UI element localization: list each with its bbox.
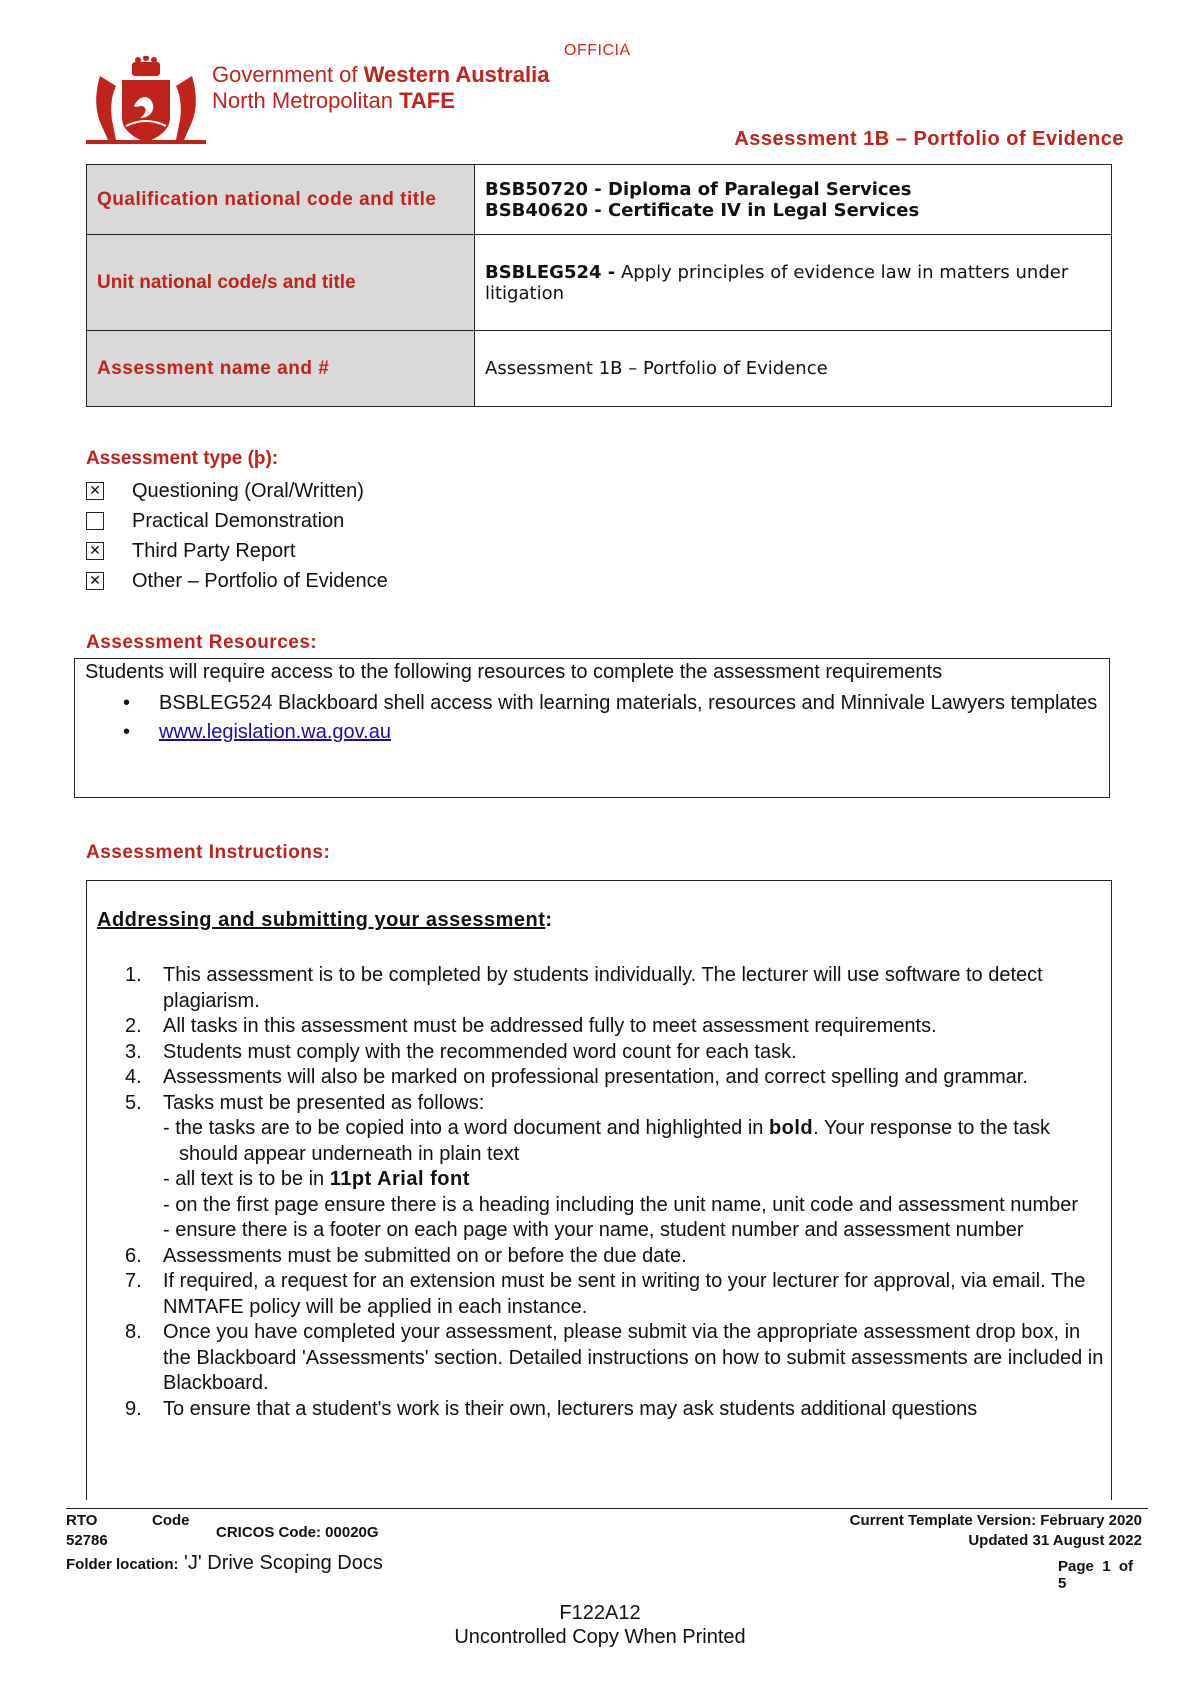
checkbox-empty-icon [86,512,104,530]
qualification-label [87,165,475,235]
instruction-text: Assessments must be submitted on or before the due date. [163,1244,687,1267]
rto-number: 52786 [66,1532,108,1549]
instructions-list [107,963,1107,1422]
uncontrolled-notice: Uncontrolled Copy When Printed [454,1626,746,1648]
list-item: 7. If required, a request for an extension must be sent in writing to your lecturer for approval, via email. The NMTAFE policy will be applied in each instance. [125,1270,1086,1318]
type-label: Questioning (Oral/Written) [132,480,364,502]
unit-code: BSBLEG524 - [485,261,616,283]
qualification-label-text: Qualification national code and title [97,188,437,210]
list-item: 3. Students must comply with the recommended word count for each task. [125,1040,797,1063]
unit-title: Apply principles of evidence law in matters under litigation [485,261,1069,304]
list-item: 4. Assessments will also be marked on professional presentation, and correct spelling and grammar. [125,1066,1028,1088]
presentation-sublist [163,1116,1107,1244]
instructions-box [86,880,1112,1500]
instruction-text: Students must comply with the recommended word count for each task. [163,1040,797,1063]
assessment-name-value: Assessment 1B – Portfolio of Evidence [475,331,1112,407]
list-item: 5. Tasks must be presented as follows: - the tasks are to be copied into a word document and highlighted in bold. Your response to the task should appear underneath in plain text - all text is to be in 11pt Arial font - on the first page ensure there is a heading including the unit name, unit code and assessment number - ensure there is a footer on each page with your name, student number and assessment number [107,1091,1107,1244]
list-item: - the tasks are to be copied into a word document and highlighted in bold. Your response to the task should appear underneath in plain text [163,1117,1050,1165]
list-item [86,476,388,506]
list-item: • BSBLEG524 Blackboard shell access with learning materials, resources and Minnivale Lawyers templates [159,689,1099,718]
list-item [86,506,388,536]
instruction-text: This assessment is to be completed by students individually. The lecturer will use software to detect plagiarism. [163,964,1043,1012]
page-number [1058,1558,1148,1592]
gov-name-part1: Government of [212,62,364,87]
updated-date: Updated 31 August 2022 [968,1532,1142,1549]
official-marking: OFFICIA [564,42,631,59]
folder-value: 'J' Drive Scoping Docs [178,1552,383,1574]
list-item [86,566,388,596]
tafe-name [212,88,455,114]
resources-intro: Students will require access to the following resources to complete the assessment requirements [85,661,943,683]
unit-value [475,235,1112,331]
instructions-box-heading-text: Addressing and submitting your assessment [97,909,546,931]
wa-government-logo [86,56,596,148]
qualification-line-2: BSB40620 - Certificate IV in Legal Services [485,199,920,221]
resources-list [159,689,1099,747]
template-version: Current Template Version: February 2020 [849,1512,1142,1529]
type-label: Other – Portfolio of Evidence [132,570,388,592]
form-code: F122A12 [559,1602,641,1624]
list-item: 2. All tasks in this assessment must be addressed fully to meet assessment requirements. [125,1015,937,1037]
qualification-value [475,165,1112,235]
instructions-box-heading-colon: : [545,909,553,931]
assessment-name-label: Assessment name and # [87,331,475,407]
tafe-name-part2: TAFE [399,88,455,113]
type-label: Practical Demonstration [132,510,345,532]
instructions-heading: Assessment Instructions: [86,842,331,863]
type-label: Third Party Report [132,540,296,562]
list-item [86,536,388,566]
list-item: 1. This assessment is to be completed by students individually. The lecturer will use software to detect plagiarism. [125,964,1043,1012]
rto-label: RTO [66,1512,98,1529]
font-spec: 11pt Arial font [329,1168,470,1190]
wa-coat-of-arms-logo [86,56,206,148]
code-label: Code [152,1512,190,1529]
list-item: - ensure there is a footer on each page with your name, student number and assessment number [163,1219,1024,1241]
gov-name-part2: Western Australia [363,62,550,87]
list-item: - on the first page ensure there is a heading including the unit name, unit code and assessment number [163,1193,1079,1216]
instructions-box-heading [97,909,553,932]
instruction-text: To ensure that a student's work is their own, lecturers may ask students additional questions [163,1397,978,1420]
list-item: 8. Once you have completed your assessment, please submit via the appropriate assessment drop box, in the Blackboard 'Assessments' section. Detailed instructions on how to submit assessments are included in Blackboard. [125,1321,1104,1394]
list-item: 6. Assessments must be submitted on or before the due date. [125,1244,687,1267]
list-item: - all text is to be in 11pt Arial font [163,1168,470,1190]
assessment-type-heading: Assessment type (þ): [86,448,279,469]
table-row [87,165,1112,235]
instruction-text: Once you have completed your assessment, please submit via the appropriate assessment drop box, in the Blackboard 'Assessments' section. Detailed instructions on how to submit assessments are included in Blackboard. [163,1321,1104,1394]
checkbox-checked-icon: ✕ [86,542,104,560]
cricos-code: CRICOS Code: 00020G [216,1524,379,1541]
table-row [87,331,1112,407]
document-title: Assessment 1B – Portfolio of Evidence [734,128,1124,150]
assessment-type-list [86,476,388,596]
instruction-text: All tasks in this assessment must be addressed fully to meet assessment requirements. [163,1015,937,1037]
checkbox-checked-icon: ✕ [86,572,104,590]
legislation-link[interactable]: www.legislation.wa.gov.au [159,721,391,743]
qualification-line-1: BSB50720 - Diploma of Paralegal Services [485,178,912,200]
footer-divider [66,1508,1148,1509]
resources-heading: Assessment Resources: [86,632,318,653]
resources-box [74,658,1110,798]
instruction-text: Tasks must be presented as follows: [163,1091,485,1114]
tafe-name-part1: North Metropolitan [212,88,400,113]
gov-name [212,62,549,88]
page-label: Page [1058,1558,1094,1575]
folder-label: Folder location: [66,1556,179,1573]
page-total: 5 [1058,1575,1067,1592]
instruction-text: If required, a request for an extension must be sent in writing to your lecturer for approval, via email. The NMTAFE policy will be applied in each instance. [163,1270,1086,1318]
page-current: 1 [1102,1558,1111,1575]
folder-location [66,1552,383,1575]
instruction-text: Assessments will also be marked on professional presentation, and correct spelling and grammar. [163,1066,1028,1088]
bold-word: bold [768,1117,814,1139]
list-item [159,718,1099,747]
checkbox-checked-icon: ✕ [86,482,104,500]
list-item: 9. To ensure that a student's work is their own, lecturers may ask students additional questions [125,1397,978,1420]
unit-label: Unit national code/s and title [87,235,475,331]
table-row [87,235,1112,331]
assessment-info-table [86,164,1112,407]
page-of: of [1118,1558,1134,1575]
